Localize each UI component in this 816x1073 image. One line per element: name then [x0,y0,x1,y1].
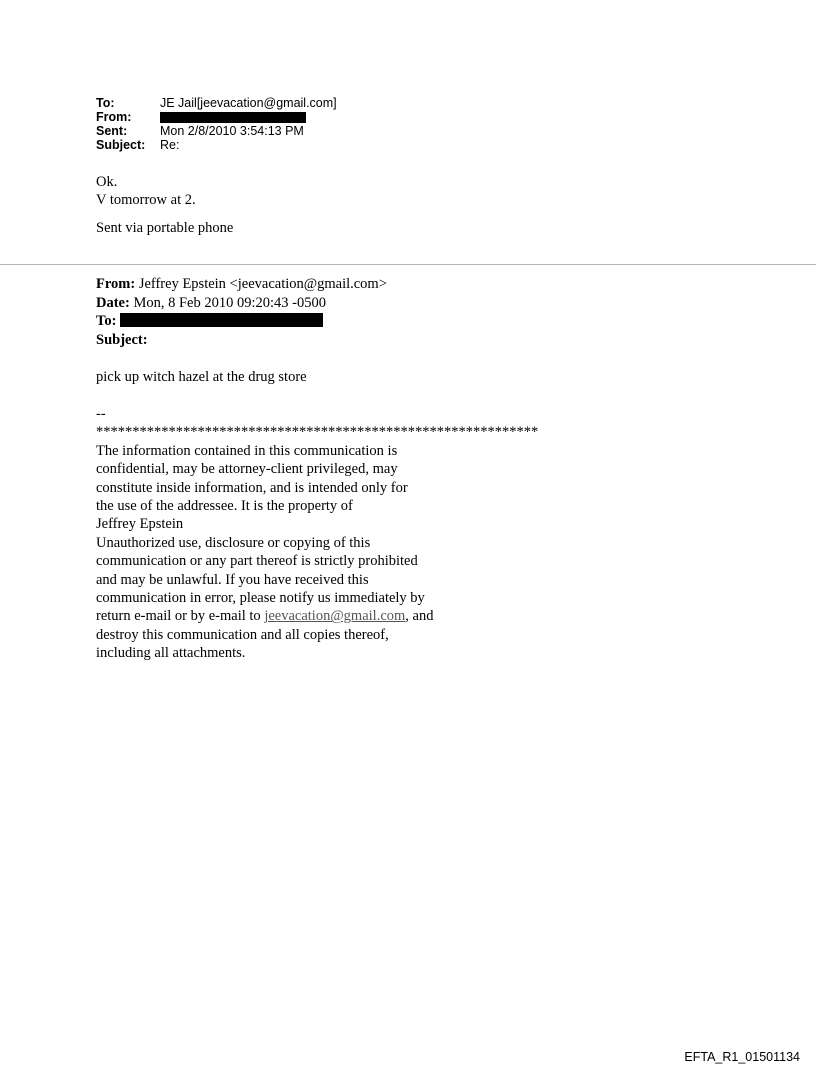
email-link[interactable]: jeevacation@gmail.com [264,608,406,625]
to-value: JE Jail[jeevacation@gmail.com] [160,96,337,110]
quoted-header [96,275,387,349]
quoted-body: pick up witch hazel at the drug store [96,369,307,385]
quoted-from-value: Jeffrey Epstein <jeevacation@gmail.com> [135,276,387,292]
quoted-to-label: To: [96,313,117,329]
disclaimer-line: communication in error, please notify us immediately by [96,590,425,607]
header-subject-row [96,138,337,152]
disclaimer-text: return e-mail or by e-mail to [96,608,265,625]
disclaimer-line: including all attachments. [96,645,246,662]
from-label: From: [96,110,132,124]
divider [0,264,816,265]
disclaimer [96,405,538,663]
document-id: EFTA_R1_01501134 [684,1050,800,1064]
quoted-from-row [96,275,387,294]
redaction-bar [120,313,323,327]
disclaimer-line: communication or any part thereof is strictly prohibited [96,553,418,570]
disclaimer-line: constitute inside information, and is intended only for [96,479,408,496]
reply-line: Ok. [96,174,118,190]
header-to-row [96,96,337,110]
to-label: To: [96,96,115,110]
disclaimer-line: confidential, may be attorney-client privileged, may [96,461,398,478]
sent-label: Sent: [96,124,128,138]
disclaimer-line: Unauthorized use, disclosure or copying of this [96,534,371,551]
disclaimer-line: and may be unlawful. If you have received this [96,571,369,588]
reply-body [96,173,233,237]
header-sent-row [96,124,337,138]
disclaimer-line: Jeffrey Epstein [96,516,184,533]
reply-line: V tomorrow at 2. [96,192,196,208]
quoted-from-label: From: [96,276,136,292]
header-from-row [96,110,337,124]
signature-stars: ************************************************************* [96,424,539,441]
redaction-bar [160,112,306,123]
reply-signature: Sent via portable phone [96,220,234,236]
quoted-date-row [96,294,387,313]
message-header [96,96,337,152]
quoted-date-value: Mon, 8 Feb 2010 09:20:43 -0500 [129,294,326,311]
disclaimer-text: , and [405,608,434,625]
quoted-to-row [96,312,387,331]
disclaimer-line: the use of the addressee. It is the property of [96,498,353,515]
quoted-subject-row [96,331,387,350]
signature-dashes: -- [96,406,106,422]
disclaimer-link-line [96,607,538,625]
disclaimer-line: destroy this communication and all copies thereof, [96,626,389,643]
subject-value: Re: [160,138,180,152]
quoted-date-label: Date: [96,294,130,311]
quoted-subject-label: Subject: [96,331,148,348]
disclaimer-line: The information contained in this communication is [96,442,398,459]
sent-value: Mon 2/8/2010 3:54:13 PM [160,124,304,138]
subject-label: Subject: [96,138,146,152]
